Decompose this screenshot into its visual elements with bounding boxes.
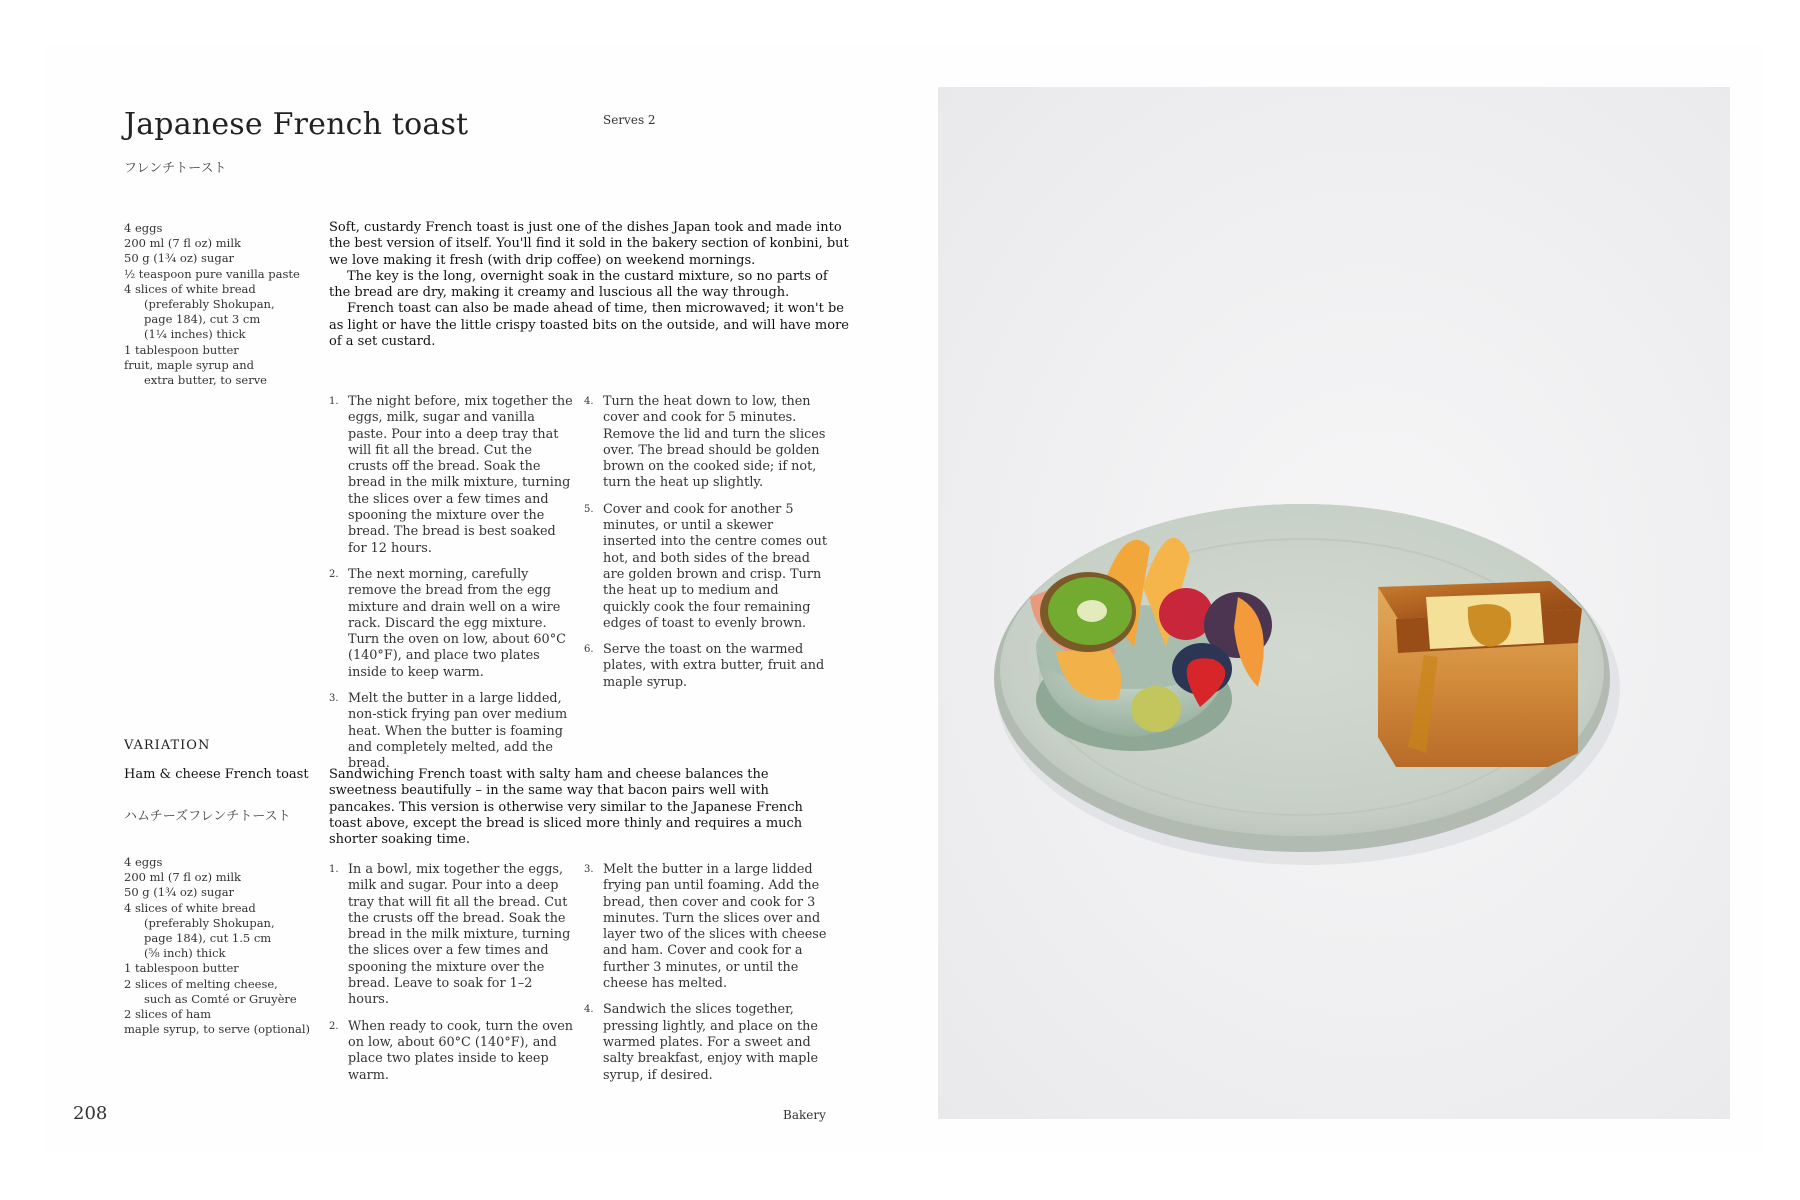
- ingredient-item: page 184), cut 1.5 cm: [144, 931, 272, 946]
- variation-steps-left: [329, 862, 574, 1094]
- ingredient-item: 1 tablespoon butter: [124, 961, 239, 976]
- step-text: When ready to cook, turn the oven on low, about 60°C (140°F), and place two plates inside to keep warm.: [348, 1018, 574, 1083]
- ingredient-item: page 184), cut 3 cm: [144, 312, 261, 327]
- ingredient-list: [124, 221, 300, 388]
- step-text: Sandwich the slices together, pressing lightly, and place on the warmed plates. For a sweet and salty breakfast, enjoy with maple syrup, if desired.: [603, 1002, 819, 1083]
- step-number: 1.: [329, 396, 339, 407]
- method-step: [584, 1002, 829, 1083]
- method-step: [329, 691, 574, 772]
- method-steps-left: [329, 394, 574, 783]
- recipe-title: Japanese French toast: [124, 107, 469, 142]
- step-number: 2.: [329, 1020, 339, 1032]
- step-number: 4.: [584, 396, 594, 407]
- step-number: 3.: [329, 693, 339, 705]
- method-step: [584, 502, 829, 632]
- section-name: Bakery: [783, 1108, 826, 1122]
- ingredient-item: 4 eggs: [124, 221, 163, 235]
- ingredient-item: 50 g (1¾ oz) sugar: [124, 251, 235, 266]
- method-step: [329, 862, 574, 1009]
- step-text: Melt the butter in a large lidded, non-stick frying pan over medium heat. When the butter is foaming and completely melted, add the bread.: [348, 691, 568, 772]
- method-step: [584, 642, 829, 691]
- ingredient-item: ½ teaspoon pure vanilla paste: [124, 266, 300, 281]
- step-number: 5.: [584, 503, 594, 515]
- serves-label: Serves 2: [603, 113, 656, 127]
- variation-heading: VARIATION: [124, 738, 211, 753]
- ingredient-item: 2 slices of ham: [124, 1007, 212, 1022]
- recipe-intro: [329, 220, 849, 350]
- ingredient-item: 200 ml (7 fl oz) milk: [124, 870, 241, 885]
- intro-paragraph: The key is the long, overnight soak in the custard mixture, so no parts of the bread are dry, making it creamy and luscious all the way through.: [329, 268, 828, 301]
- ingredient-item: 4 eggs: [124, 855, 163, 869]
- grape: [1131, 686, 1181, 732]
- method-steps-right: [584, 394, 829, 701]
- page-number: 208: [73, 1103, 108, 1124]
- variation-intro: [329, 767, 825, 848]
- method-step: [329, 394, 574, 557]
- intro-paragraph: Soft, custardy French toast is just one of the dishes Japan took and made into the best version of itself. You'll find it sold in the bakery section of konbini, but we love making it fresh (with drip coffee) on weekend mornings.: [329, 220, 849, 268]
- ingredient-item: 50 g (1¾ oz) sugar: [124, 885, 235, 900]
- ingredient-item: 1 tablespoon butter: [124, 342, 239, 357]
- ingredient-item: 4 slices of white bread: [124, 281, 256, 296]
- variation-steps-right: [584, 862, 829, 1094]
- step-text: Cover and cook for another 5 minutes, or until a skewer inserted into the centre comes out hot, and both sides of the bread are golden brown and crisp. Turn the heat up to medium and quickly cook the four remaining edges of toast to evenly brown.: [603, 501, 828, 631]
- food-photo: [938, 87, 1730, 1119]
- method-step: [584, 394, 829, 492]
- step-number: 4.: [584, 1004, 594, 1016]
- step-text: Melt the butter in a large lidded frying pan until foaming. Add the bread, then cover and cook for 3 minutes. Turn the slices over and layer two of the slices with cheese and ham. Cover and cook for a further 3 minutes, or until the cheese has melted.: [603, 862, 827, 992]
- ingredient-item: (preferably Shokupan,: [144, 915, 275, 930]
- step-text: Serve the toast on the warmed plates, with extra butter, fruit and maple syrup.: [603, 642, 825, 690]
- method-step: [329, 567, 574, 681]
- method-step: [584, 862, 829, 992]
- step-text: Turn the heat down to low, then cover and cook for 5 minutes. Remove the lid and turn the slices over. The bread should be golden brown on the cooked side; if not, turn the heat up slightly.: [603, 394, 826, 491]
- step-text: The next morning, carefully remove the bread from the egg mixture and drain well on a wire rack. Discard the egg mixture. Turn the oven on low, about 60°C (140°F), and place two plates inside to keep warm.: [348, 566, 566, 680]
- method-step: [329, 1019, 574, 1084]
- variation-intro-paragraph: Sandwiching French toast with salty ham and cheese balances the sweetness beautifully – in the same way that bacon pairs well with pancakes. This version is otherwise very similar to the Japanese French toast above, except the bread is sliced more thinly and requires a much shorter soaking time.: [329, 767, 803, 848]
- ingredient-item: maple syrup, to serve (optional): [124, 1022, 311, 1037]
- ingredient-item: (⅝ inch) thick: [144, 946, 226, 961]
- variation-title: Ham & cheese French toast: [124, 767, 309, 782]
- ingredient-item: 200 ml (7 fl oz) milk: [124, 236, 241, 251]
- ingredient-item: 4 slices of white bread: [124, 900, 256, 915]
- step-number: 1.: [329, 864, 339, 875]
- ingredient-item: fruit, maple syrup and: [124, 357, 254, 372]
- ingredient-item: 2 slices of melting cheese,: [124, 976, 278, 991]
- recipe-title-japanese: フレンチトースト: [124, 161, 227, 176]
- intro-paragraph: French toast can also be made ahead of time, then microwaved; it won't be as light or have the little crispy toasted bits on the outside, and will have more of a set custard.: [329, 301, 849, 350]
- french-toast-illustration: [938, 87, 1730, 1119]
- step-number: 3.: [584, 864, 594, 875]
- variation-title-japanese: ハムチーズフレンチトースト: [124, 809, 291, 824]
- ingredient-item: (1¼ inches) thick: [144, 327, 246, 342]
- step-text: The night before, mix together the eggs, milk, sugar and vanilla paste. Pour into a deep tray that will fit all the bread. Cut the crusts off the bread. Soak the bread in the milk mixture, turning the slices over a few times and spooning the mixture over the bread. The bread is best soaked for 12 hours.: [348, 394, 573, 556]
- step-text: In a bowl, mix together the eggs, milk and sugar. Pour into a deep tray that will fit all the bread. Cut the crusts off the bread. Soak the bread in the milk mixture, turning the slices over a few times and spooning the mixture over the bread. Leave to soak for 1–2 hours.: [348, 862, 571, 1008]
- kiwi-core: [1077, 600, 1107, 622]
- step-number: 6.: [584, 644, 594, 656]
- variation-ingredient-list: [124, 855, 310, 1037]
- ingredient-item: (preferably Shokupan,: [144, 297, 275, 312]
- ingredient-item: such as Comté or Gruyère: [144, 991, 297, 1006]
- ingredient-item: extra butter, to serve: [144, 373, 267, 388]
- step-number: 2.: [329, 568, 339, 580]
